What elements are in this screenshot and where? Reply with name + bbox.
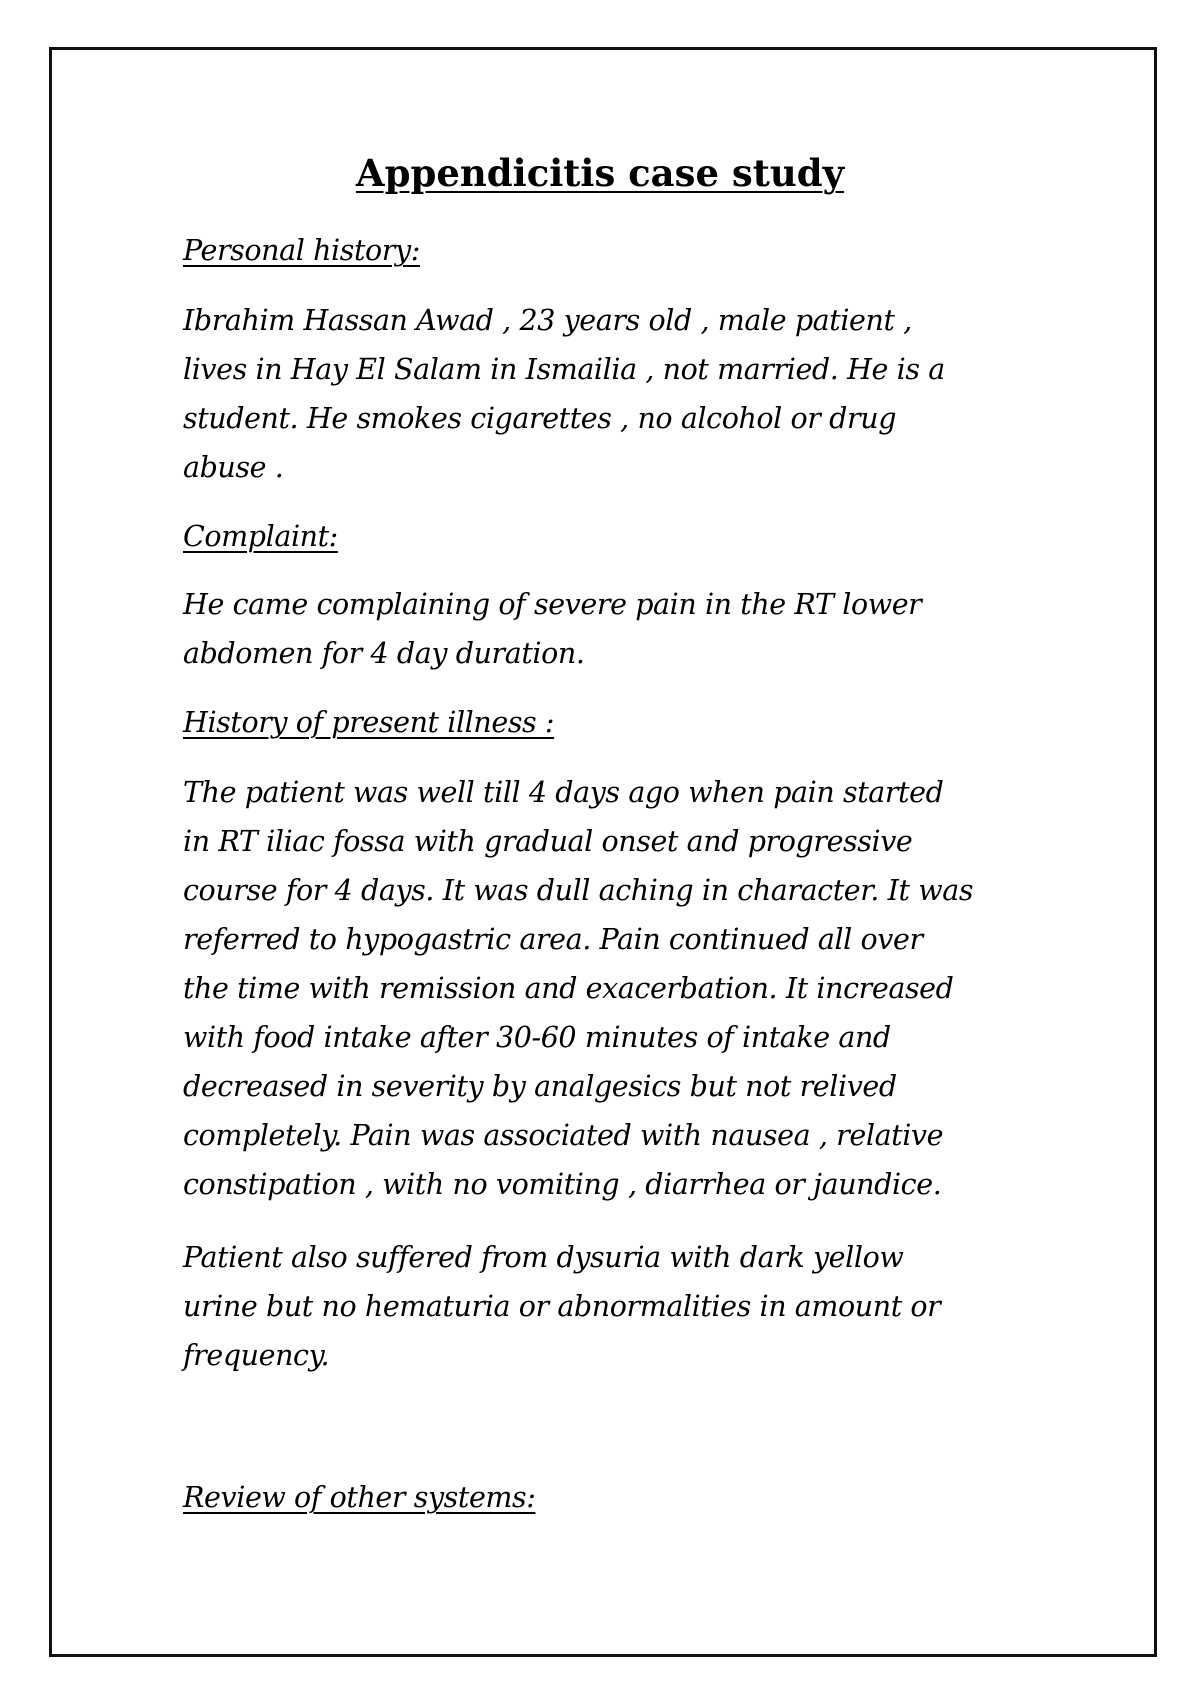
paragraph-line: with food intake after 30-60 minutes of intake and: [183, 1021, 891, 1054]
paragraph-line: constipation , with no vomiting , diarrhea or jaundice.: [183, 1168, 942, 1201]
paragraph-line: Ibrahim Hassan Awad , 23 years old , male patient ,: [183, 304, 912, 337]
paragraph-line: completely. Pain was associated with nausea , relative: [183, 1119, 944, 1152]
document-title: Appendicitis case study: [355, 151, 845, 195]
present-illness-paragraph-2: [183, 1233, 1043, 1380]
paragraph-line: in RT iliac fossa with gradual onset and progressive: [183, 825, 913, 858]
present-illness-heading: History of present illness :: [183, 706, 555, 739]
paragraph-line: urine but no hematuria or abnormalities in amount or: [183, 1290, 941, 1323]
paragraph-line: abdomen for 4 day duration.: [183, 637, 585, 670]
paragraph-line: course for 4 days. It was dull aching in character. It was: [183, 874, 974, 907]
paragraph-line: decreased in severity by analgesics but not relived: [183, 1070, 897, 1103]
paragraph-line: The patient was well till 4 days ago when pain started: [183, 776, 944, 809]
complaint-paragraph: [183, 580, 1043, 678]
paragraph-line: lives in Hay El Salam in Ismailia , not married. He is a: [183, 353, 945, 386]
present-illness-paragraph: [183, 768, 1043, 1209]
paragraph-line: the time with remission and exacerbation. It increased: [183, 972, 954, 1005]
paragraph-line: Patient also suffered from dysuria with dark yellow: [183, 1241, 904, 1274]
complaint-heading: Complaint:: [183, 520, 338, 553]
paragraph-line: frequency.: [183, 1339, 330, 1372]
paragraph-line: abuse .: [183, 451, 284, 484]
personal-history-paragraph: [183, 296, 1043, 492]
paragraph-line: He came complaining of severe pain in the RT lower: [183, 588, 922, 621]
review-systems-heading: Review of other systems:: [183, 1481, 536, 1514]
paragraph-line: student. He smokes cigarettes , no alcohol or drug: [183, 402, 897, 435]
paragraph-line: referred to hypogastric area. Pain continued all over: [183, 923, 923, 956]
personal-history-heading: Personal history:: [183, 234, 420, 267]
